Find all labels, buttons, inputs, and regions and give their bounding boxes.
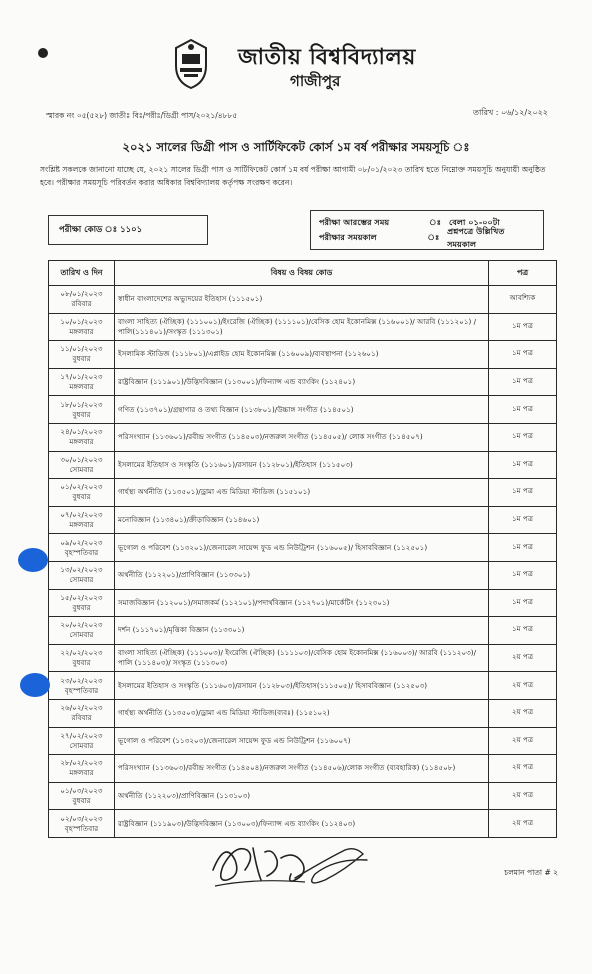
punch-mark	[18, 548, 48, 572]
date-day-cell	[49, 617, 115, 645]
date-day-cell	[49, 423, 115, 451]
duration-value: প্রশ্নপত্রে উল্লিখিত সময়কাল	[447, 225, 505, 249]
table-row	[49, 534, 557, 562]
date-day-cell	[49, 396, 115, 424]
date-day-cell	[49, 341, 115, 369]
intro-paragraph: সংশ্লিষ্ট সকলকে জানানো যাচ্ছে যে, ২০২১ সালের ডিগ্রী পাস ও সার্টিফিকেট কোর্স ১ম বর্ষ পরীক্ষা আগামী ০৮/০১/২০২৩ তারিখ হতে নিম্নোক্ত সময়সূচি অনুযায়ী অনুষ্ঠিত হবে। পরীক্ষার সময়সূচি পরিবর্তন করার অধিকার বিশ্ববিদ্যালয় কর্তৃপক্ষ সংরক্ষণ করেন।	[40, 165, 546, 187]
exam-code: পরীক্ষা কোড ঃ ১১০১	[59, 225, 143, 235]
paper-cell: ২য় পত্র	[489, 644, 557, 672]
subject-cell: রাষ্ট্রবিজ্ঞান (১১১৯০৩)/উদ্ভিদবিজ্ঞান (১১৩০০৩)/ফিন্যান্স এন্ড ব্যাংকিং (১১২৪০৩)	[115, 810, 489, 838]
subject-cell: গার্হস্থ্য অর্থনীতি (১১৩৫০১)/ড্রামা এন্ড মিডিয়া স্টাডিজ (১১৫১০১)	[115, 479, 489, 507]
table-row	[49, 313, 557, 341]
subject-cell: অর্থনীতি (১১২২০১)/প্রাণিবিজ্ঞান (১১৩৩০১)	[115, 561, 489, 589]
exam-date: ২০/০২/২০২৩	[60, 620, 103, 630]
paper-cell: ১ম পত্র	[489, 368, 557, 396]
paper-cell: ২য় পত্র	[489, 727, 557, 755]
exam-date: ৩০/০১/২০২৩	[60, 454, 103, 464]
exam-day: সোমবার	[69, 740, 94, 750]
paper-cell: ১ম পত্র	[489, 341, 557, 369]
exam-day: রবিবার	[71, 713, 92, 723]
subject-cell: দর্শন (১১১৭০১)/মৃত্তিকা বিজ্ঞান (১১৩৩০১)	[115, 617, 489, 645]
university-name: জাতীয় বিশ্ববিদ্যালয়	[238, 45, 416, 70]
subject-cell: ভূগোল ও পরিবেশ (১১৩২০১)/জেনারেল সায়েন্স ফুড এন্ড নিউট্রিশন (১১৬০০৫)/ হিসাববিজ্ঞান (১১২৫০১)	[115, 534, 489, 562]
table-row	[49, 561, 557, 589]
exam-date: ১৩/০২/২০২৩	[60, 565, 103, 575]
duration-row	[319, 225, 535, 249]
exam-date: ০১/০২/২০২৩	[60, 482, 103, 492]
exam-date: ১০/০১/২০২৩	[60, 316, 103, 326]
paper-cell: ২য় পত্র	[489, 699, 557, 727]
date-day-cell	[49, 286, 115, 314]
exam-date: ০৮/০১/২০২৩	[60, 289, 103, 299]
table-row	[49, 368, 557, 396]
signature-image	[195, 830, 385, 900]
table-row	[49, 672, 557, 700]
start-time-label: পরীক্ষা আরম্ভের সময়	[319, 217, 390, 227]
table-row	[49, 727, 557, 755]
exam-day: সোমবার	[69, 575, 94, 585]
exam-day: মঙ্গলবার	[69, 382, 94, 392]
date-day-cell	[49, 810, 115, 838]
exam-day: বুধবার	[72, 795, 91, 805]
paper-cell: ২য় পত্র	[489, 810, 557, 838]
date-day-cell	[49, 589, 115, 617]
paper-cell: ১ম পত্র	[489, 396, 557, 424]
date-day-cell	[49, 368, 115, 396]
exam-date: ২৪/০১/২০২৩	[60, 427, 103, 437]
date-day-cell	[49, 727, 115, 755]
paper-cell: ২য় পত্র	[489, 755, 557, 783]
subject-cell: পরিসংখ্যান (১১৩৬০১)/রবীন্দ্র সংগীত (১১৪৫০৩)/নজরুল সংগীত (১১৪৫০৫)/ লোক সংগীত (১১৪৫০৭)	[115, 423, 489, 451]
exam-date: ০২/০৩/২০২৩	[60, 813, 103, 823]
subject-cell: ইসলামিক স্টাডিজ (১১১৮০১)/এপ্লাইড হোম ইকোনমিক্স (১১৬০০৯)/ব্যবস্থাপনা (১১২৬০১)	[115, 341, 489, 369]
exam-day: সোমবার	[69, 464, 94, 474]
date-day-cell	[49, 561, 115, 589]
start-time-value: বেলা ০১-০০টা	[449, 217, 500, 227]
paper-cell: আবশ্যিক	[489, 286, 557, 314]
paper-cell: ১ম পত্র	[489, 313, 557, 341]
table-row	[49, 755, 557, 783]
exam-date: ২৭/০২/২০২৩	[60, 730, 103, 740]
exam-day: বৃহস্পতিবার	[64, 823, 99, 833]
table-row	[49, 617, 557, 645]
subject-cell: পরিসংখ্যান (১১৩৬০৩)/রবীন্দ্র সংগীত (১১৪৫০৪)/নজরুল সংগীত (১১৪৫০৬)/লোক সংগীত (ব্যবহারিক) (১১৪৫০৮)	[115, 755, 489, 783]
exam-date: ২৮/০২/২০২৩	[60, 758, 103, 768]
paper-cell: ১ম পত্র	[489, 506, 557, 534]
subject-cell: গার্হস্থ্য অর্থনীতি (১১৩৫০৩)/ড্রামা এন্ড মিডিয়া স্টাডিজ(ব্যবঃ) (১১৫১০২)	[115, 699, 489, 727]
continued-page-note: চলমান পাতা # ২	[504, 868, 558, 877]
exam-day: মঙ্গলবার	[69, 768, 94, 778]
paper-cell: ১ম পত্র	[489, 589, 557, 617]
university-city: গাজীপুর	[290, 72, 341, 90]
paper-cell: ২য় পত্র	[489, 782, 557, 810]
exam-date: ২৬/০২/২০২৩	[60, 703, 103, 713]
binder-hole	[38, 48, 48, 58]
exam-schedule-table	[48, 260, 557, 838]
memo-reference: স্মারক নং ০৫(৫২৮) জাতীঃ বিঃ/পরীঃ/ডিগ্রী পাস/২০২১/৪৮৮৫	[46, 111, 238, 120]
date-day-cell	[49, 479, 115, 507]
exam-date: ১৫/০২/২০২৩	[60, 592, 103, 602]
table-row	[49, 423, 557, 451]
exam-date: ২৩/০২/২০২৩	[60, 675, 103, 685]
table-body	[49, 286, 557, 838]
paper-cell: ১ম পত্র	[489, 479, 557, 507]
punch-mark	[20, 673, 50, 697]
subject-cell: ইসলামের ইতিহাস ও সংস্কৃতি (১১১৬০১)/রসায়ন (১১২৮০১)/ইতিহাস (১১১৫০৩)	[115, 451, 489, 479]
subject-cell: সমাজবিজ্ঞান (১১২০০১)/সমাজকর্ম (১১২১০১)/পদার্থবিজ্ঞান (১১২৭০১)/মার্কেটিং (১১২৩০১)	[115, 589, 489, 617]
paper-cell: ১ম পত্র	[489, 617, 557, 645]
subject-cell: ভূগোল ও পরিবেশ (১১৩২০৩)/জেনারেল সায়েন্স ফুড এন্ড নিউট্রিশন (১১৬০০৭)	[115, 727, 489, 755]
exam-code-box	[48, 215, 208, 245]
subject-cell: রাষ্ট্রবিজ্ঞান (১১১৯০১)/উদ্ভিদবিজ্ঞান (১১৩০০১)/ফিন্যান্স এন্ড ব্যাংকিং (১১২৪০১)	[115, 368, 489, 396]
exam-day: বৃহস্পতিবার	[64, 547, 99, 557]
date-day-cell	[49, 534, 115, 562]
table-row	[49, 782, 557, 810]
date-day-cell	[49, 782, 115, 810]
exam-day: বৃহস্পতিবার	[64, 685, 99, 695]
table-row	[49, 506, 557, 534]
exam-timing-box	[310, 210, 544, 250]
exam-day: বুধবার	[72, 658, 91, 668]
duration-colon: ঃ	[427, 232, 440, 242]
date-day-cell	[49, 506, 115, 534]
paper-cell: ১ম পত্র	[489, 451, 557, 479]
exam-day: বুধবার	[72, 602, 91, 612]
exam-date: ১৭/০১/২০২৩	[60, 372, 103, 382]
table-row	[49, 589, 557, 617]
date-day-cell	[49, 672, 115, 700]
start-time-colon: ঃ	[429, 217, 442, 227]
date-day-cell	[49, 313, 115, 341]
subject-cell: মনোবিজ্ঞান (১১৩৪০১)/ক্রীড়াবিজ্ঞান (১১৪৬০১)	[115, 506, 489, 534]
table-row	[49, 286, 557, 314]
table-row	[49, 341, 557, 369]
table-row	[49, 644, 557, 672]
exam-date: ০৭/০২/২০২৩	[60, 510, 103, 520]
exam-day: মঙ্গলবার	[69, 326, 94, 336]
exam-date: ০১/০৩/২০২৩	[60, 785, 103, 795]
document-title: ২০২১ সালের ডিগ্রী পাস ও সার্টিফিকেট কোর্স ১ম বর্ষ পরীক্ষার সময়সূচি ঃ	[122, 140, 470, 154]
subject-cell: স্বাধীন বাংলাদেশের অভ্যুদয়ের ইতিহাস (১১১৫০১)	[115, 286, 489, 314]
exam-date: ২২/০২/২০২৩	[60, 648, 103, 658]
table-row	[49, 396, 557, 424]
paper-cell: ১ম পত্র	[489, 561, 557, 589]
subject-cell: অর্থনীতি (১১২২০৩)/প্রাণিবিজ্ঞান (১১৩১০৩)	[115, 782, 489, 810]
header-date-day: তারিখ ও দিন	[49, 261, 115, 286]
table-row	[49, 699, 557, 727]
date-day-cell	[49, 644, 115, 672]
subject-cell: বাংলা সাহিত্য (ঐচ্ছিক) (১১১০০১)/ইংরেজি (ঐচ্ছিক) (১১১১০১)/বেসিক হোম ইকোনমিক্স (১১৬০০১)/ আরবি (১১১২০১) / পালি(১১১৪০১)/সংস্কৃত (১১১৩০১)	[115, 313, 489, 341]
exam-date: ১৮/০১/২০২৩	[60, 399, 103, 409]
exam-date: ১১/০১/২০২৩	[60, 344, 103, 354]
exam-day: রবিবার	[71, 299, 92, 309]
header-paper: পত্র	[489, 261, 557, 286]
memo-date: তারিখ : ০৬/১২/২০২২	[472, 108, 548, 117]
date-day-cell	[49, 451, 115, 479]
exam-day: মঙ্গলবার	[69, 437, 94, 447]
subject-cell: ইসলামের ইতিহাস ও সংস্কৃতি (১১১৬০৩)/রসায়ন (১১২৮০৩)/ইতিহাস(১১১৫০৫)/ হিসাববিজ্ঞান (১১২৫০৩)	[115, 672, 489, 700]
table-row	[49, 451, 557, 479]
date-day-cell	[49, 699, 115, 727]
subject-cell: বাংলা সাহিত্য (ঐচ্ছিক) (১১১০০৩)/ ইংরেজি (ঐচ্ছিক) (১১১১০৩)/বেসিক হোম ইকোনমিক্স (১১৬০০৩)/ আরবি (১১১২০৩)/পালি (১১১৪০৩)/ সংস্কৃত (১১১৩০৩)	[115, 644, 489, 672]
table-row	[49, 479, 557, 507]
paper-cell: ১ম পত্র	[489, 534, 557, 562]
exam-day: সোমবার	[69, 630, 94, 640]
exam-day: বুধবার	[72, 409, 91, 419]
subject-cell: গণিত (১১৩৭০১)/গ্রন্থাগার ও তথ্য বিজ্ঞান (১১৩৮০১)/উচ্চাঙ্গ সংগীত (১১৪৫০১)	[115, 396, 489, 424]
exam-day: মঙ্গলবার	[69, 520, 94, 530]
date-day-cell	[49, 755, 115, 783]
table-header-row	[49, 261, 557, 286]
duration-label: পরীক্ষার সময়কাল	[319, 232, 377, 242]
paper-cell: ২য় পত্র	[489, 672, 557, 700]
header-subject-code: বিষয় ও বিষয় কোড	[115, 261, 489, 286]
exam-day: বুধবার	[72, 354, 91, 364]
university-logo-icon	[170, 38, 212, 90]
paper-cell: ১ম পত্র	[489, 423, 557, 451]
exam-day: বুধবার	[72, 492, 91, 502]
exam-date: ০৯/০২/২০২৩	[60, 537, 103, 547]
